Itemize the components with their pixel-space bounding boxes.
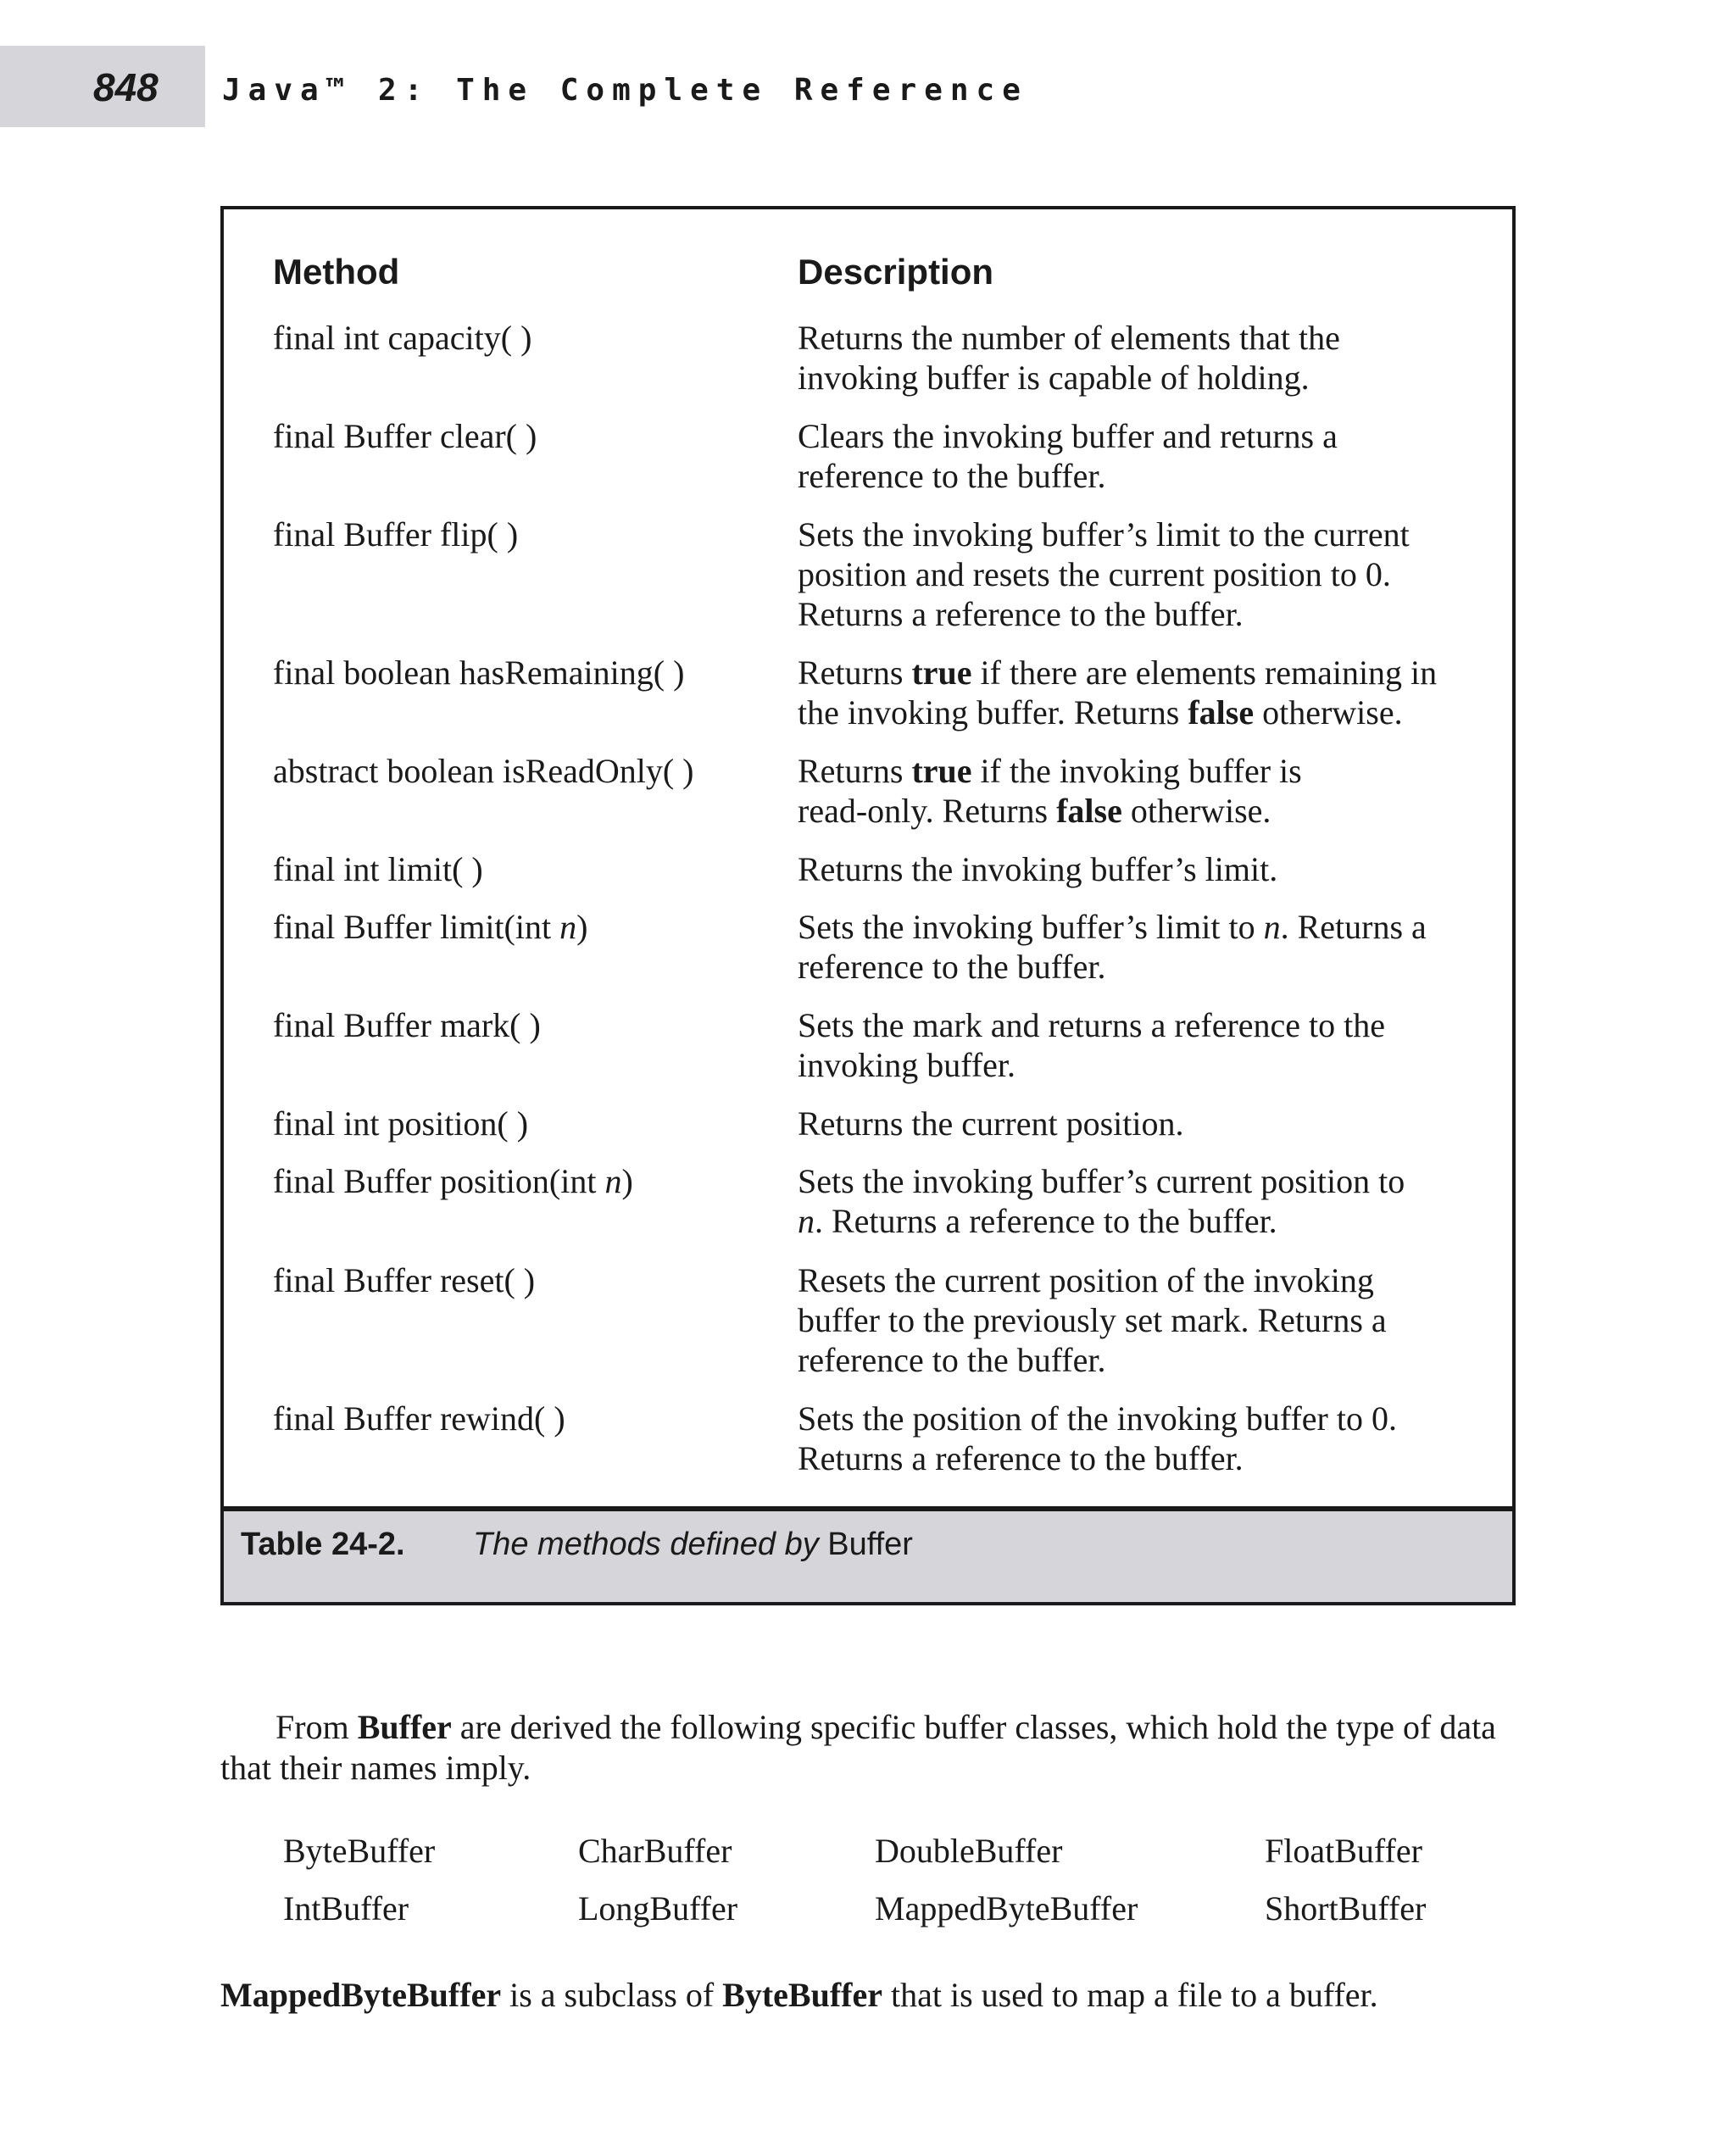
method-signature xyxy=(273,318,782,358)
text-run: final boolean hasRemaining( ) xyxy=(273,654,685,692)
bold-text: Buffer xyxy=(357,1708,452,1746)
text-run: otherwise. xyxy=(1121,792,1271,830)
method-signature xyxy=(273,1161,782,1201)
text-run: Returns a reference to the buffer. xyxy=(798,595,1244,633)
text-run: final Buffer rewind( ) xyxy=(273,1399,565,1438)
text-run: Sets the invoking buffer’s limit to the current xyxy=(798,515,1410,553)
description-line xyxy=(798,1260,1493,1300)
paragraph-mapped-byte-buffer xyxy=(220,1975,1517,2016)
text-run: ) xyxy=(621,1162,633,1200)
text-run: Sets the mark and returns a reference to the xyxy=(798,1006,1386,1044)
text-run: Clears the invoking buffer and returns a xyxy=(798,417,1338,455)
method-description xyxy=(798,1399,1493,1478)
text-run: reference to the buffer. xyxy=(798,1341,1106,1379)
text-run: . Returns a xyxy=(1280,908,1427,946)
text-run: that is used to map a file to a buffer. xyxy=(882,1976,1378,2014)
method-signature xyxy=(273,849,782,889)
text-run: reference to the buffer. xyxy=(798,948,1106,986)
italic-text: n xyxy=(604,1162,622,1200)
bold-text: false xyxy=(1056,792,1122,830)
column-header-method: Method xyxy=(273,252,400,292)
table-caption-label: Table 24-2. xyxy=(241,1527,405,1562)
text-run: read-only. Returns xyxy=(798,792,1057,830)
text-run: final int limit( ) xyxy=(273,850,483,888)
italic-text: n xyxy=(559,908,577,946)
method-signature xyxy=(273,416,782,456)
description-line xyxy=(798,1399,1493,1438)
method-signature xyxy=(273,653,782,693)
method-signature xyxy=(273,1104,782,1143)
method-description xyxy=(798,1104,1493,1143)
description-line xyxy=(798,947,1493,987)
text-run: Returns xyxy=(798,752,912,790)
text-run: the invoking buffer. Returns xyxy=(798,693,1188,731)
running-header-title: Java™ 2: The Complete Reference xyxy=(222,73,1028,108)
method-description xyxy=(798,1161,1493,1241)
text-run: invoking buffer. xyxy=(798,1046,1016,1084)
method-signature xyxy=(273,907,782,947)
description-line xyxy=(798,1161,1493,1201)
description-line xyxy=(798,318,1493,358)
description-line xyxy=(798,1045,1493,1085)
method-description xyxy=(798,849,1493,889)
text-run: Returns the number of elements that the xyxy=(798,319,1340,357)
buffer-class-name: DoubleBuffer xyxy=(875,1832,1063,1870)
buffer-class-name: MappedByteBuffer xyxy=(875,1889,1138,1927)
table-body xyxy=(224,209,1512,1506)
description-line xyxy=(798,849,1493,889)
description-line xyxy=(798,751,1493,791)
description-line xyxy=(798,416,1493,456)
description-line xyxy=(798,456,1493,496)
text-run: buffer to the previously set mark. Returns a xyxy=(798,1301,1387,1339)
text-run: is a subclass of xyxy=(501,1976,723,2014)
caption-italic-text: The methods defined by xyxy=(473,1527,819,1562)
bold-text: ByteBuffer xyxy=(722,1976,882,2014)
paragraph-derived-classes xyxy=(220,1707,1517,1788)
method-description xyxy=(798,1260,1493,1380)
text-run: Returns the current position. xyxy=(798,1104,1184,1143)
text-run: final Buffer reset( ) xyxy=(273,1261,536,1299)
text-run: Returns the invoking buffer’s limit. xyxy=(798,850,1278,888)
method-description xyxy=(798,416,1493,496)
text-run: Resets the current position of the invoking xyxy=(798,1261,1374,1299)
description-line xyxy=(798,1438,1493,1478)
buffer-class-name: CharBuffer xyxy=(578,1832,732,1870)
buffer-class-name: FloatBuffer xyxy=(1265,1832,1422,1870)
method-description xyxy=(798,318,1493,398)
page-number: 848 xyxy=(93,65,159,109)
text-run: reference to the buffer. xyxy=(798,457,1106,495)
table-caption-text xyxy=(473,1527,913,1563)
text-run: if there are elements remaining in xyxy=(971,654,1438,692)
buffer-class-name: ShortBuffer xyxy=(1265,1889,1427,1927)
text-run: Sets the position of the invoking buffer to 0. xyxy=(798,1399,1397,1438)
table-caption xyxy=(224,1506,1512,1602)
italic-text: n xyxy=(1263,908,1281,946)
method-signature xyxy=(273,1260,782,1300)
description-line xyxy=(798,1300,1493,1340)
text-run: Returns a reference to the buffer. xyxy=(798,1439,1244,1477)
method-signature xyxy=(273,1399,782,1438)
text-run: final int capacity( ) xyxy=(273,319,532,357)
method-signature xyxy=(273,515,782,554)
bold-text: MappedByteBuffer xyxy=(220,1976,502,2014)
text-run: otherwise. xyxy=(1254,693,1403,731)
description-line xyxy=(798,693,1493,732)
text-run: From xyxy=(275,1708,358,1746)
description-line xyxy=(798,1340,1493,1380)
description-line xyxy=(798,653,1493,693)
text-run: abstract boolean isReadOnly( ) xyxy=(273,752,694,790)
method-description xyxy=(798,751,1493,831)
text-run: final Buffer position(int xyxy=(273,1162,605,1200)
description-line xyxy=(798,791,1493,831)
description-line xyxy=(798,1005,1493,1045)
bold-text: false xyxy=(1188,693,1255,731)
method-description xyxy=(798,1005,1493,1085)
text-run: . Returns a reference to the buffer. xyxy=(815,1202,1277,1240)
text-run: final Buffer flip( ) xyxy=(273,515,519,553)
method-description xyxy=(798,653,1493,732)
method-description xyxy=(798,907,1493,987)
buffer-class-name: IntBuffer xyxy=(283,1889,409,1927)
method-signature xyxy=(273,751,782,791)
text-run: final Buffer limit(int xyxy=(273,908,560,946)
text-run: final Buffer mark( ) xyxy=(273,1006,541,1044)
buffer-class-name: ByteBuffer xyxy=(283,1832,436,1870)
text-run: invoking buffer is capable of holding. xyxy=(798,359,1310,397)
bold-text: true xyxy=(911,752,972,790)
text-run: position and resets the current position to 0. xyxy=(798,555,1391,593)
method-description xyxy=(798,515,1493,634)
text-run: if the invoking buffer is xyxy=(971,752,1302,790)
text-run: final int position( ) xyxy=(273,1104,529,1143)
description-line xyxy=(798,1104,1493,1143)
text-run: Sets the invoking buffer’s limit to xyxy=(798,908,1264,946)
caption-class-name: Buffer xyxy=(827,1527,913,1562)
text-run: ) xyxy=(576,908,588,946)
methods-table xyxy=(220,206,1516,1605)
text-run: final Buffer clear( ) xyxy=(273,417,537,455)
description-line xyxy=(798,554,1493,594)
description-line xyxy=(798,594,1493,634)
description-line xyxy=(798,358,1493,398)
column-header-description: Description xyxy=(798,252,994,292)
text-run: Sets the invoking buffer’s current position to xyxy=(798,1162,1405,1200)
text-run: Returns xyxy=(798,654,912,692)
italic-text: n xyxy=(798,1202,815,1240)
bold-text: true xyxy=(911,654,972,692)
description-line xyxy=(798,907,1493,947)
description-line xyxy=(798,515,1493,554)
method-signature xyxy=(273,1005,782,1045)
buffer-class-name: LongBuffer xyxy=(578,1889,738,1927)
buffer-class-list xyxy=(283,1831,1470,1933)
text-run: are derived the following specific buffer classes, which hold the type of data that their names imply. xyxy=(220,1708,1496,1787)
description-line xyxy=(798,1201,1493,1241)
